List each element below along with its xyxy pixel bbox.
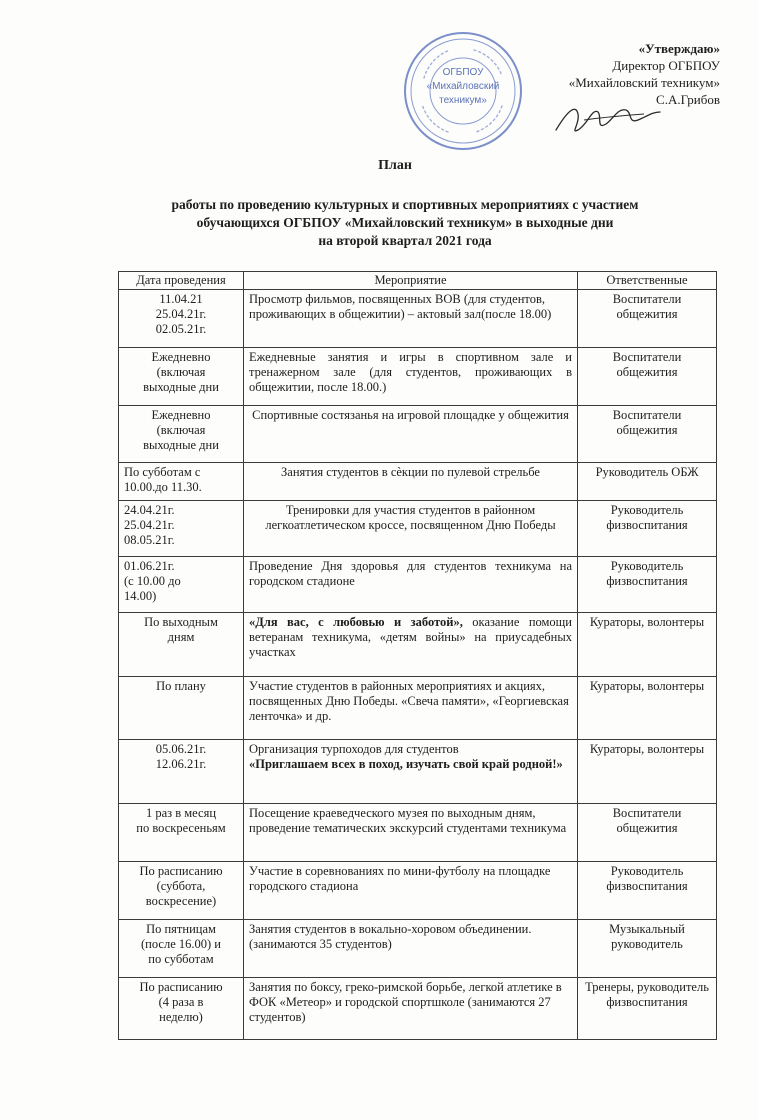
date-line: по воскресеньям	[136, 821, 226, 835]
date-line: (включая	[156, 365, 206, 379]
date-cell	[119, 348, 244, 406]
date-line: неделю)	[159, 1010, 203, 1024]
subtitle-line: на второй квартал 2021 года	[318, 233, 492, 248]
event-cell	[244, 804, 578, 862]
date-cell	[119, 290, 244, 348]
date-line: По субботам с	[124, 465, 201, 479]
date-line: Ежедневно	[151, 408, 211, 422]
responsible-cell: Кураторы, волонтеры	[578, 677, 717, 740]
event-text: Ежедневные занятия и игры в спортивном зале и тренажерном зале (для студентов, проживающих в общежитии, после 18.00.)	[249, 350, 572, 394]
table-row	[119, 613, 717, 677]
date-line: выходные дни	[143, 380, 219, 394]
subtitle-line: обучающихся ОГБПОУ «Михайловский техникум» в выходные дни	[196, 215, 614, 230]
subtitle-line: работы по проведению культурных и спортивных мероприятиях с участием	[171, 197, 639, 212]
table-row	[119, 557, 717, 613]
table-row	[119, 677, 717, 740]
responsible-cell: Музыкальный руководитель	[578, 920, 717, 978]
event-cell	[244, 740, 578, 804]
table-row	[119, 740, 717, 804]
header-event: Мероприятие	[244, 272, 578, 290]
approval-position: Директор ОГБПОУ	[612, 58, 720, 73]
date-line: (после 16.00) и	[141, 937, 221, 951]
date-line: 14.00)	[124, 589, 157, 603]
event-text: Тренировки для участия студентов в районном легкоатлетическом кроссе, посвященном Дню Победы	[265, 503, 556, 532]
table-row	[119, 501, 717, 557]
event-text: Занятия по боксу, греко-римской борьбе, легкой атлетике в ФОК «Метеор» и городской спортшколе (занимаются 27 студентов)	[249, 980, 562, 1024]
responsible-cell: Воспитатели общежития	[578, 348, 717, 406]
date-line: По расписанию	[139, 864, 223, 878]
date-line: (суббота,	[156, 879, 206, 893]
seal-text	[402, 66, 524, 108]
event-cell	[244, 862, 578, 920]
date-line: воскресение)	[145, 894, 217, 908]
date-cell	[119, 557, 244, 613]
table-row	[119, 406, 717, 463]
event-bold-text: «Приглашаем всех в поход, изучать свой край родной!»	[249, 757, 563, 771]
table-row	[119, 290, 717, 348]
date-cell	[119, 501, 244, 557]
responsible-cell: Руководитель ОБЖ	[578, 463, 717, 501]
date-line: выходные дни	[143, 438, 219, 452]
date-line: 11.04.21	[159, 292, 203, 306]
seal-text-line: ОГБПОУ	[442, 67, 484, 78]
date-line: Ежедневно	[151, 350, 211, 364]
date-cell	[119, 740, 244, 804]
event-cell	[244, 978, 578, 1040]
event-text: Занятия студентов в вокально-хоровом объединении.(занимаются 35 студентов)	[249, 922, 532, 951]
event-text: Организация турпоходов для студентов	[249, 742, 459, 756]
date-line: 25.04.21г.	[155, 307, 207, 321]
date-cell	[119, 463, 244, 501]
event-text: Участие студентов в районных мероприятиях и акциях, посвященных Дню Победы. «Свеча памяти», «Георгиевская ленточка» и др.	[249, 679, 569, 723]
date-line: По плану	[156, 679, 206, 693]
event-cell	[244, 557, 578, 613]
date-line: По пятницам	[146, 922, 216, 936]
date-line: 05.06.21г.	[155, 742, 207, 756]
event-cell	[244, 290, 578, 348]
date-line: дням	[167, 630, 195, 644]
event-text: Занятия студентов в сѐкции по пулевой стрельбе	[281, 465, 540, 479]
date-line: (с 10.00 до	[124, 574, 181, 588]
table-row	[119, 862, 717, 920]
date-cell	[119, 920, 244, 978]
event-cell	[244, 463, 578, 501]
round-seal-stamp	[402, 30, 524, 152]
event-text: Просмотр фильмов, посвященных ВОВ (для студентов, проживающих в общежитии) – актовый зал(после 18.00)	[249, 292, 552, 321]
approval-organization: «Михайловский техникум»	[568, 75, 720, 90]
document-subtitle	[140, 196, 670, 250]
date-cell	[119, 677, 244, 740]
event-text: Участие в соревнованиях по мини-футболу на площадке городского стадиона	[249, 864, 551, 893]
event-text: Посещение краеведческого музея по выходным дням, проведение тематических экскурсий студентами техникума	[249, 806, 567, 835]
event-text: оказание помощи ветеранам техникума, «детям войны» на приусадебных участках	[249, 615, 572, 659]
event-bold-text: «Для вас, с любовью и заботой»,	[249, 615, 463, 629]
date-line: 12.06.21г.	[155, 757, 207, 771]
event-cell	[244, 677, 578, 740]
date-cell	[119, 406, 244, 463]
table-row	[119, 978, 717, 1040]
date-line: По расписанию	[139, 980, 223, 994]
date-line: по субботам	[148, 952, 214, 966]
date-cell	[119, 804, 244, 862]
document-title: План	[378, 158, 412, 173]
header-responsible: Ответственные	[578, 272, 717, 290]
table-row	[119, 920, 717, 978]
events-table	[118, 271, 717, 1040]
responsible-cell: Руководитель физвоспитания	[578, 862, 717, 920]
event-text: Спортивные состязанья на игровой площадке у общежития	[252, 408, 569, 422]
responsible-cell: Воспитатели общежития	[578, 290, 717, 348]
responsible-cell: Тренеры, руководитель физвоспитания	[578, 978, 717, 1040]
date-line: 10.00.до 11.30.	[124, 480, 202, 494]
event-cell	[244, 920, 578, 978]
date-line: 24.04.21г.	[124, 503, 175, 517]
seal-text-line: «Михайловский	[426, 81, 500, 92]
table-row	[119, 804, 717, 862]
event-cell	[244, 501, 578, 557]
table-header-row	[119, 272, 717, 290]
date-cell	[119, 862, 244, 920]
event-text: Проведение Дня здоровья для студентов техникума на городском стадионе	[249, 559, 572, 588]
date-line: (4 раза в	[158, 995, 204, 1009]
date-cell	[119, 613, 244, 677]
event-cell	[244, 348, 578, 406]
responsible-cell: Кураторы, волонтеры	[578, 613, 717, 677]
date-line: 02.05.21г.	[155, 322, 207, 336]
table-row	[119, 348, 717, 406]
approval-signer: С.А.Грибов	[656, 92, 720, 107]
seal-text-line: техникум»	[439, 95, 487, 106]
responsible-cell: Руководитель физвоспитания	[578, 501, 717, 557]
responsible-cell: Воспитатели общежития	[578, 406, 717, 463]
date-line: 01.06.21г.	[124, 559, 175, 573]
event-cell	[244, 406, 578, 463]
responsible-cell: Кураторы, волонтеры	[578, 740, 717, 804]
approval-title: «Утверждаю»	[638, 41, 720, 56]
date-line: 25.04.21г.	[124, 518, 175, 532]
date-cell	[119, 978, 244, 1040]
responsible-cell: Руководитель физвоспитания	[578, 557, 717, 613]
handwritten-signature	[548, 90, 668, 140]
date-line: (включая	[156, 423, 206, 437]
date-line: По выходным	[144, 615, 218, 629]
date-line: 08.05.21г.	[124, 533, 175, 547]
date-line: 1 раз в месяц	[145, 806, 217, 820]
event-cell	[244, 613, 578, 677]
responsible-cell: Воспитатели общежития	[578, 804, 717, 862]
header-date: Дата проведения	[119, 272, 244, 290]
table-row	[119, 463, 717, 501]
